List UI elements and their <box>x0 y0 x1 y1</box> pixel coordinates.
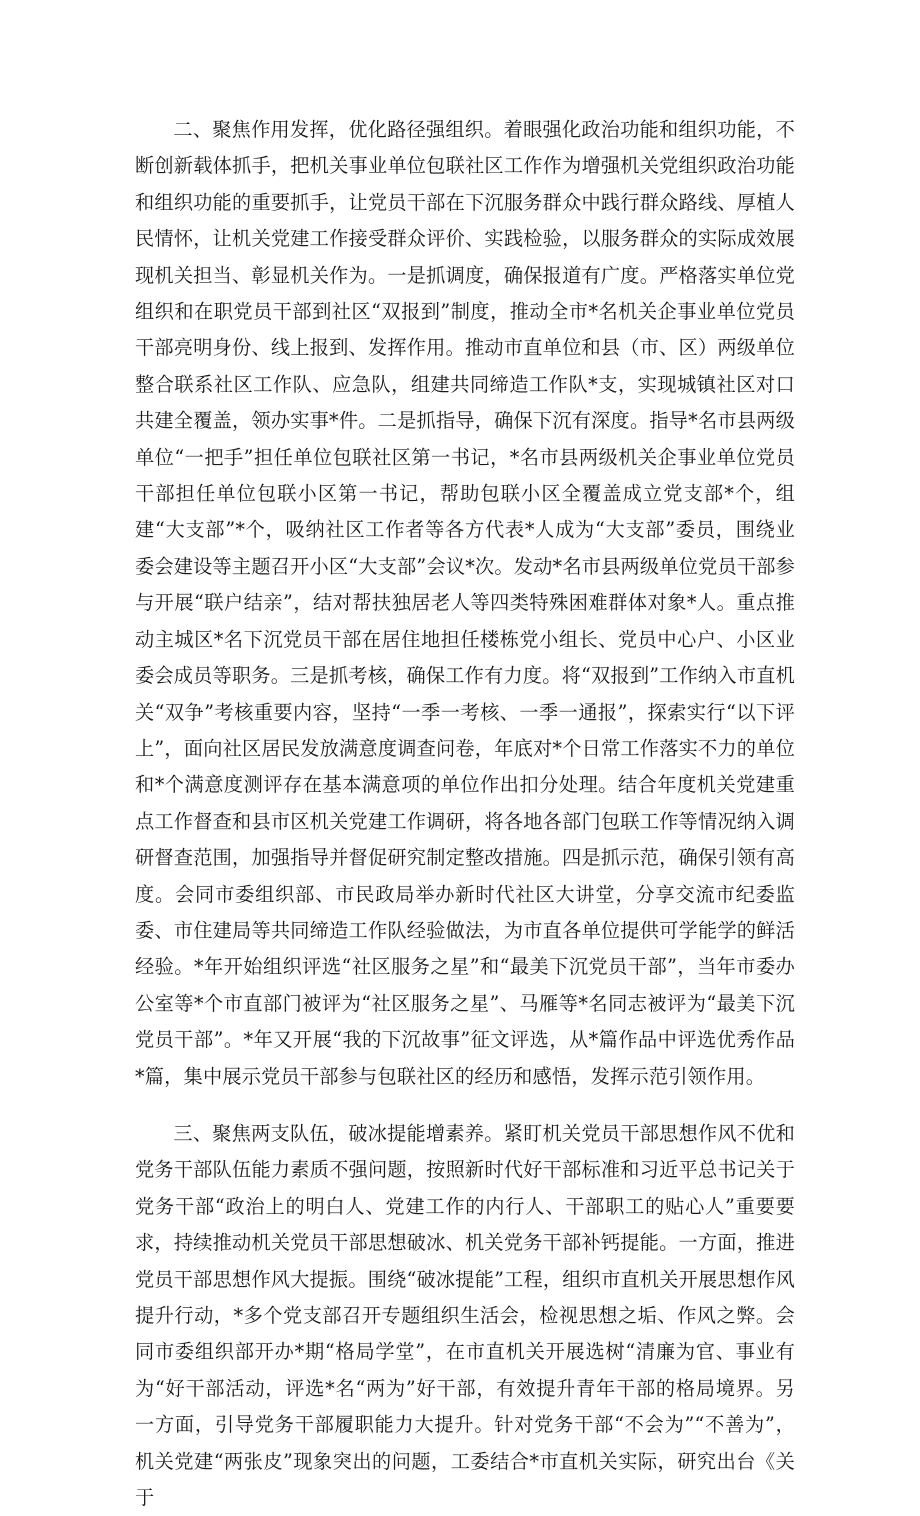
paragraph-section-two: 二、聚焦作用发挥，优化路径强组织。着眼强化政治功能和组织功能，不断创新载体抓手，把机关事业单位包联社区工作作为增强机关党组织政治功能和组织功能的重要抓手，让党员干部在下沉服务群众中践行群众路线、厚植人民情怀，让机关党建工作接受群众评价、实践检验，以服务群众的实际成效展现机关担当、彰显机关作为。一是抓调度，确保报道有广度。严格落实单位党组织和在职党员干部到社区“双报到”制度，推动全市*名机关企事业单位党员干部亮明身份、线上报到、发挥作用。推动市直单位和县（市、区）两级单位整合联系社区工作队、应急队，组建共同缔造工作队*支，实现城镇社区对口共建全覆盖，领办实事*件。二是抓指导，确保下沉有深度。指导*名市县两级单位“一把手”担任单位包联社区第一书记，*名市县两级机关企事业单位党员干部担任单位包联小区第一书记，帮助包联小区全覆盖成立党支部*个，组建“大支部”*个，吸纳社区工作者等各方代表*人成为“大支部”委员，围绕业委会建设等主题召开小区“大支部”会议*次。发动*名市县两级单位党员干部参与开展“联户结亲”，结对帮扶独居老人等四类特殊困难群体对象*人。重点推动主城区*名下沉党员干部在居住地担任楼栋党小组长、党员中心户、小区业委会成员等职务。三是抓考核，确保工作有力度。将“双报到”工作纳入市直机关“双争”考核重要内容，坚持“一季一考核、一季一通报”，探索实行“以下评上”，面向社区居民发放满意度调查问卷，年底对*个日常工作落实不力的单位和*个满意度测评存在基本满意项的单位作出扣分处理。结合年度机关党建重点工作督查和县市区机关党建工作调研，将各地各部门包联工作等情况纳入调研督查范围，加强指导并督促研究制定整改措施。四是抓示范，确保引领有高度。会同市委组织部、市民政局举办新时代社区大讲堂，分享交流市纪委监委、市住建局等共同缔造工作队经验做法，为市直各单位提供可学能学的鲜活经验。*年开始组织评选“社区服务之星”和“最美下沉党员干部”，当年市委办公室等*个市直部门被评为“社区服务之星”、马雁等*名同志被评为“最美下沉党员干部”。*年又开展“我的下沉故事”征文评选，从*篇作品中评选优秀作品*篇，集中展示党员干部参与包联社区的经历和感悟，发挥示范引领作用。 <box>135 118 796 1088</box>
paragraph-section-three: 三、聚焦两支队伍，破冰提能增素养。紧盯机关党员干部思想作风不优和党务干部队伍能力素质不强问题，按照新时代好干部标准和习近平总书记关于党务干部“政治上的明白人、党建工作的内行人、干部职工的贴心人”重要要求，持续推动机关党员干部思想破冰、机关党务干部补钙提能。一方面，推进党员干部思想作风大提振。围绕“破冰提能”工程，组织市直机关开展思想作风提升行动，*多个党支部召开专题组织生活会，检视思想之垢、作风之弊。会同市委组织部开办*期“格局学堂”，在市直机关开展选树“清廉为官、事业有为“好干部活动，评选*名“两为”好干部，有效提升青年干部的格局境界。另一方面，引导党务干部履职能力大提升。针对党务干部“不会为”“不善为”，机关党建“两张皮”现象突出的问题，工委结合*市直机关实际，研究出台《关于 <box>135 1121 795 1510</box>
document-body <box>135 112 795 1516</box>
